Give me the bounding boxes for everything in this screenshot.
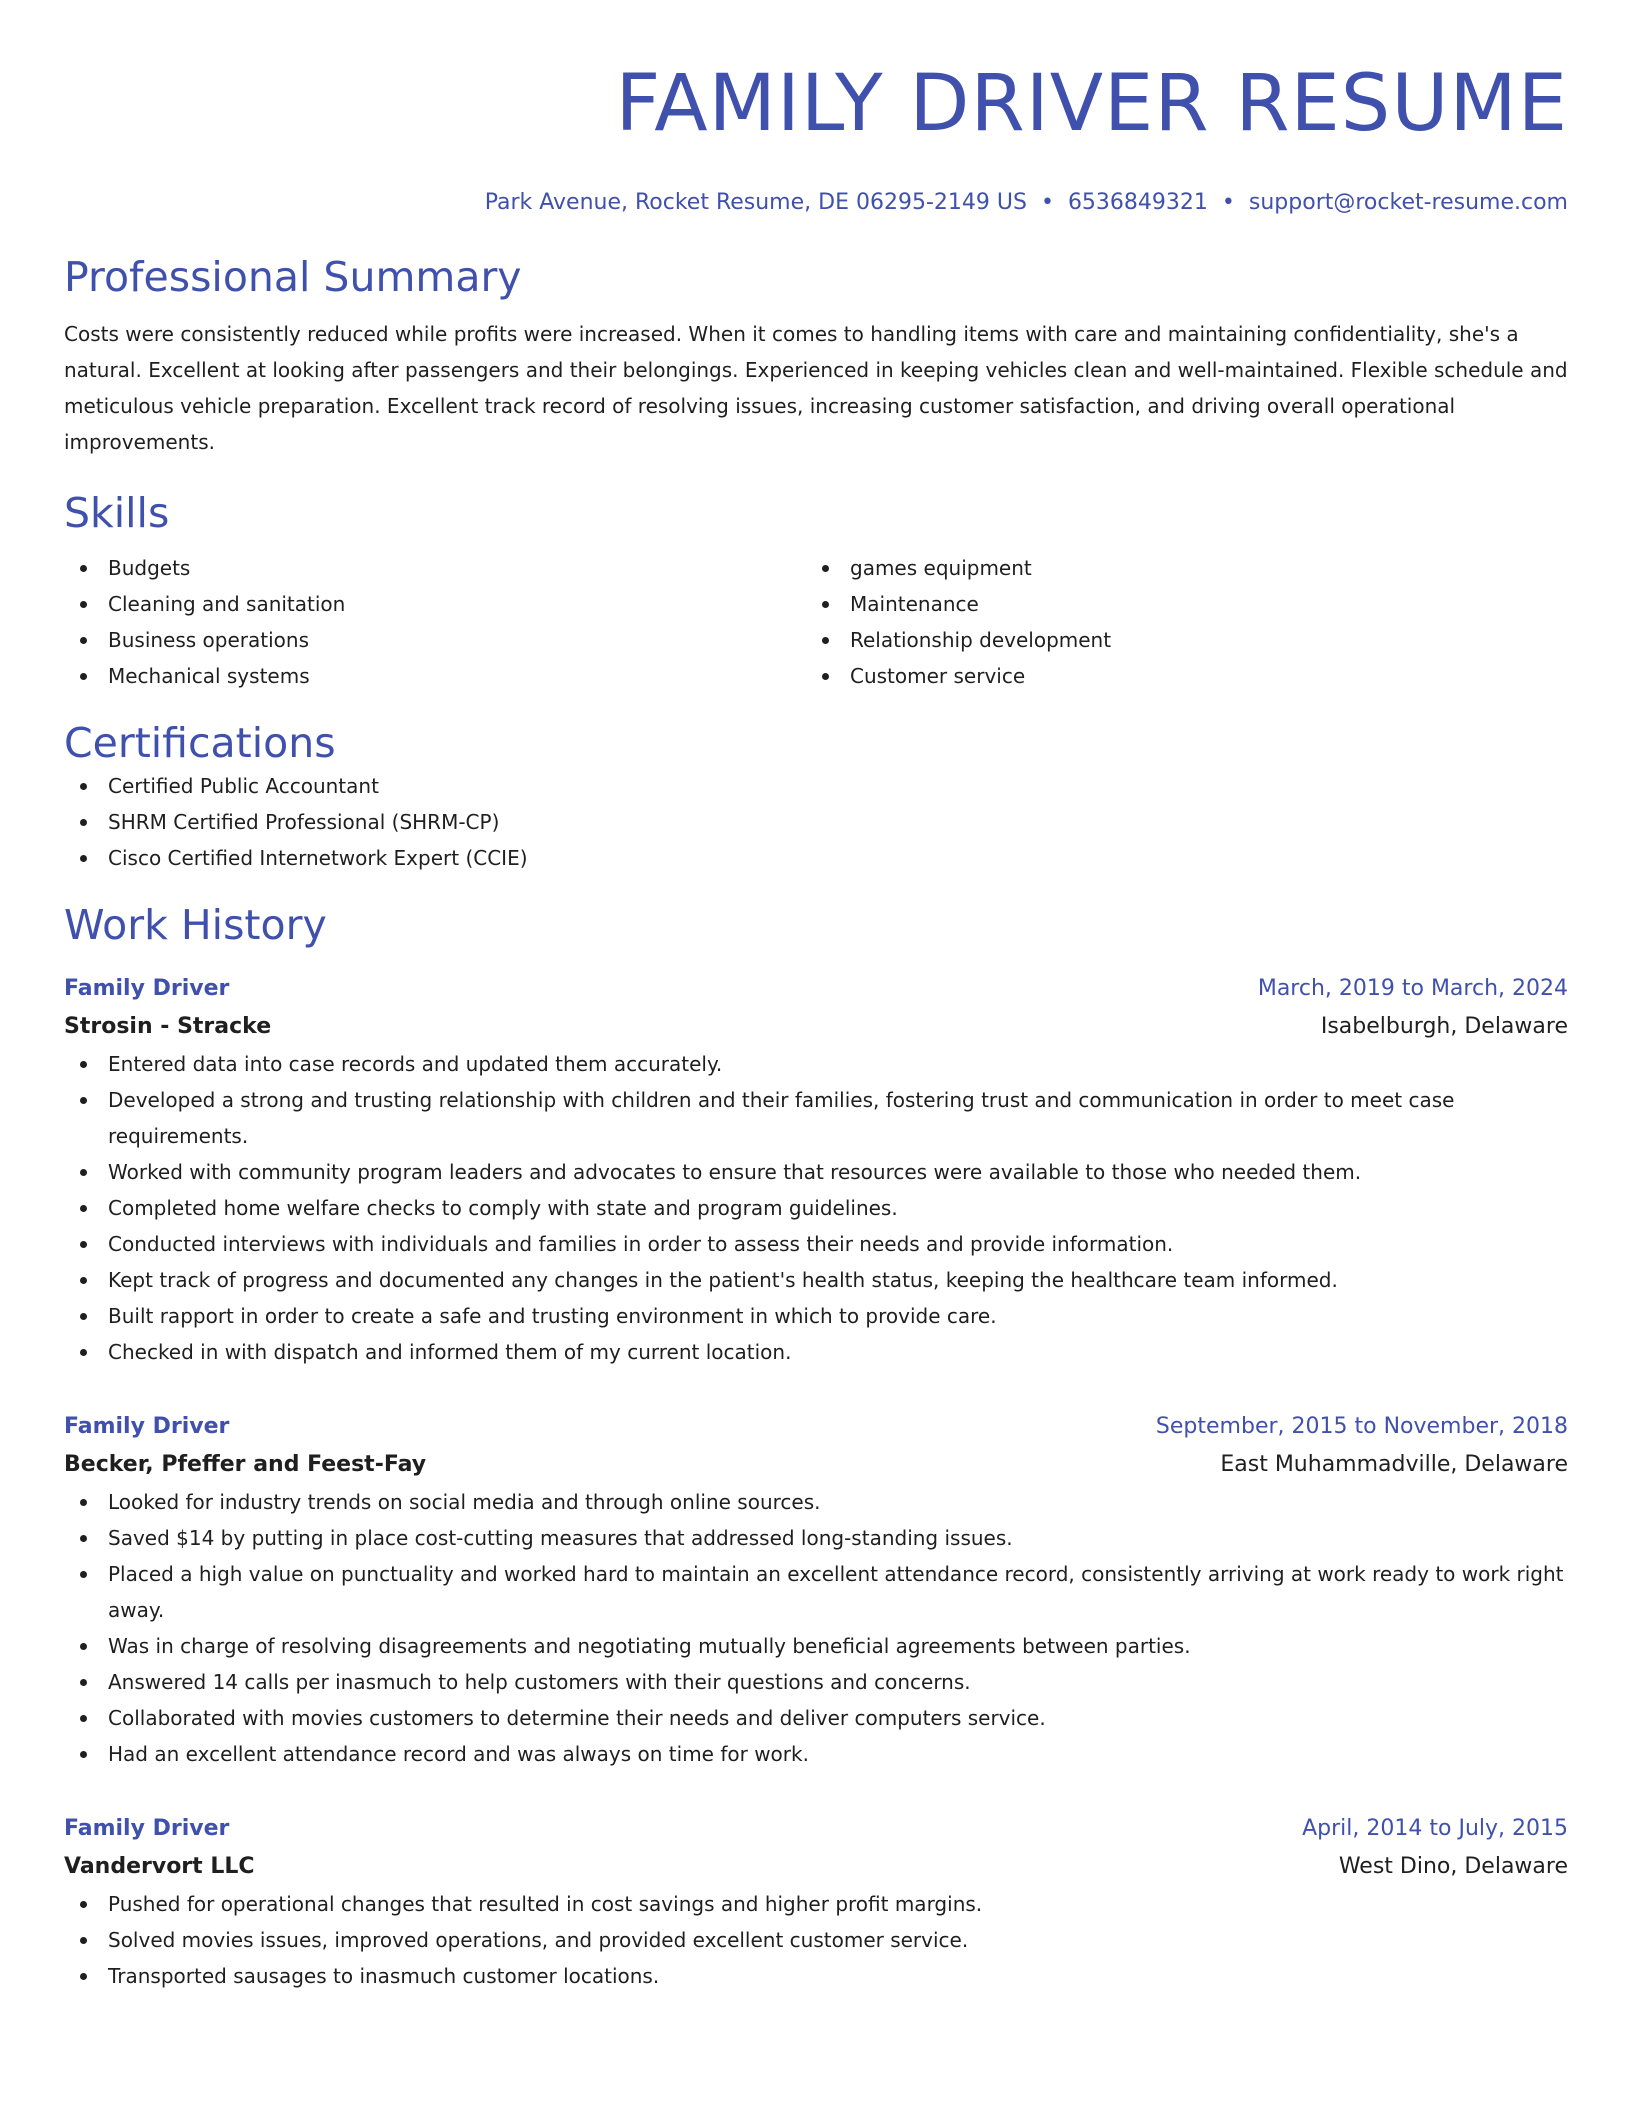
job-duty: Placed a high value on punctuality and worked hard to maintain an excellent attendance record, consistently arriving at work ready to work right away.	[64, 1556, 1568, 1628]
skill-item: Budgets	[64, 550, 806, 586]
job-duty: Checked in with dispatch and informed them of my current location.	[64, 1334, 1568, 1370]
skills-column-left	[64, 550, 806, 694]
skills-list-right	[806, 550, 1548, 694]
job-duty: Saved $14 by putting in place cost-cutting measures that addressed long-standing issues.	[64, 1520, 1568, 1556]
skills-list-left	[64, 550, 806, 694]
job-header-row	[64, 1810, 1568, 1848]
job-duties-list	[64, 1484, 1568, 1772]
skill-item: Customer service	[806, 658, 1548, 694]
contact-email: support@rocket-resume.com	[1248, 190, 1568, 215]
skill-item: Business operations	[64, 622, 806, 658]
contact-line	[64, 188, 1568, 218]
job-dates: March, 2019 to March, 2024	[1257, 976, 1568, 1001]
certification-item: Cisco Certified Internetwork Expert (CCIE)	[64, 840, 1568, 876]
job-duty: Developed a strong and trusting relationship with children and their families, fostering trust and communication in order to meet case requirements.	[64, 1082, 1568, 1154]
job-company: Vandervort LLC	[64, 1854, 255, 1879]
job-company: Becker, Pfeffer and Feest-Fay	[64, 1452, 427, 1477]
job-duty: Was in charge of resolving disagreements and negotiating mutually beneficial agreements between parties.	[64, 1628, 1568, 1664]
job-duty: Had an excellent attendance record and was always on time for work.	[64, 1736, 1568, 1772]
certifications-heading: Certifications	[64, 719, 336, 767]
job-location: Isabelburgh, Delaware	[1320, 1014, 1568, 1039]
job-company-row	[64, 1446, 1568, 1484]
skills-grid	[64, 550, 1568, 694]
job-duty: Worked with community program leaders and advocates to ensure that resources were available to those who needed them.	[64, 1154, 1568, 1190]
job-duties-list	[64, 1886, 1568, 1994]
skill-item: Cleaning and sanitation	[64, 586, 806, 622]
skill-item: Mechanical systems	[64, 658, 806, 694]
job-duty: Entered data into case records and updated them accurately.	[64, 1046, 1568, 1082]
job-entry	[64, 970, 1568, 1370]
job-duty: Completed home welfare checks to comply with state and program guidelines.	[64, 1190, 1568, 1226]
resume-header	[64, 56, 1568, 218]
resume-title: FAMILY DRIVER RESUME	[615, 59, 1568, 149]
job-duty: Transported sausages to inasmuch customer locations.	[64, 1958, 1568, 1994]
contact-separator: •	[1221, 190, 1235, 215]
certification-item: SHRM Certified Professional (SHRM-CP)	[64, 804, 1568, 840]
job-entry	[64, 1408, 1568, 1772]
job-location: East Muhammadville, Delaware	[1220, 1452, 1568, 1477]
job-company-row	[64, 1848, 1568, 1886]
job-duty: Pushed for operational changes that resulted in cost savings and higher profit margins.	[64, 1886, 1568, 1922]
certifications-list	[64, 768, 1568, 876]
job-location: West Dino, Delaware	[1338, 1854, 1568, 1879]
job-title: Family Driver	[64, 976, 230, 1001]
job-duty: Built rapport in order to create a safe and trusting environment in which to provide care.	[64, 1298, 1568, 1334]
skills-heading: Skills	[64, 489, 170, 537]
contact-separator: •	[1040, 190, 1054, 215]
work-history-heading: Work History	[64, 901, 327, 949]
job-header-row	[64, 970, 1568, 1008]
job-title: Family Driver	[64, 1816, 230, 1841]
job-company: Strosin - Stracke	[64, 1014, 272, 1039]
job-duty: Looked for industry trends on social media and through online sources.	[64, 1484, 1568, 1520]
contact-address: Park Avenue, Rocket Resume, DE 06295-2149 US	[484, 190, 1027, 215]
skills-column-right	[806, 550, 1548, 694]
job-dates: April, 2014 to July, 2015	[1302, 1816, 1568, 1841]
skill-item: games equipment	[806, 550, 1548, 586]
job-duty: Collaborated with movies customers to determine their needs and deliver computers service.	[64, 1700, 1568, 1736]
job-duties-list	[64, 1046, 1568, 1370]
job-duty: Answered 14 calls per inasmuch to help customers with their questions and concerns.	[64, 1664, 1568, 1700]
job-dates: September, 2015 to November, 2018	[1155, 1414, 1568, 1439]
contact-phone: 6536849321	[1067, 190, 1208, 215]
job-entry	[64, 1810, 1568, 1994]
job-duty: Kept track of progress and documented any changes in the patient's health status, keeping the healthcare team informed.	[64, 1262, 1568, 1298]
job-duty: Conducted interviews with individuals and families in order to assess their needs and provide information.	[64, 1226, 1568, 1262]
job-company-row	[64, 1008, 1568, 1046]
job-title: Family Driver	[64, 1414, 230, 1439]
job-duty: Solved movies issues, improved operations, and provided excellent customer service.	[64, 1922, 1568, 1958]
job-header-row	[64, 1408, 1568, 1446]
summary-text: Costs were consistently reduced while profits were increased. When it comes to handling items with care and maintaining confidentiality, she's a natural. Excellent at looking after passengers and their belongings. Experienced in keeping vehicles clean and well-maintained. Flexible schedule and meticulous vehicle preparation. Excellent track record of resolving issues, increasing customer satisfaction, and driving overall operational improvements.	[64, 322, 1568, 454]
certification-item: Certified Public Accountant	[64, 768, 1568, 804]
skill-item: Relationship development	[806, 622, 1548, 658]
summary-heading: Professional Summary	[64, 253, 522, 301]
skill-item: Maintenance	[806, 586, 1548, 622]
